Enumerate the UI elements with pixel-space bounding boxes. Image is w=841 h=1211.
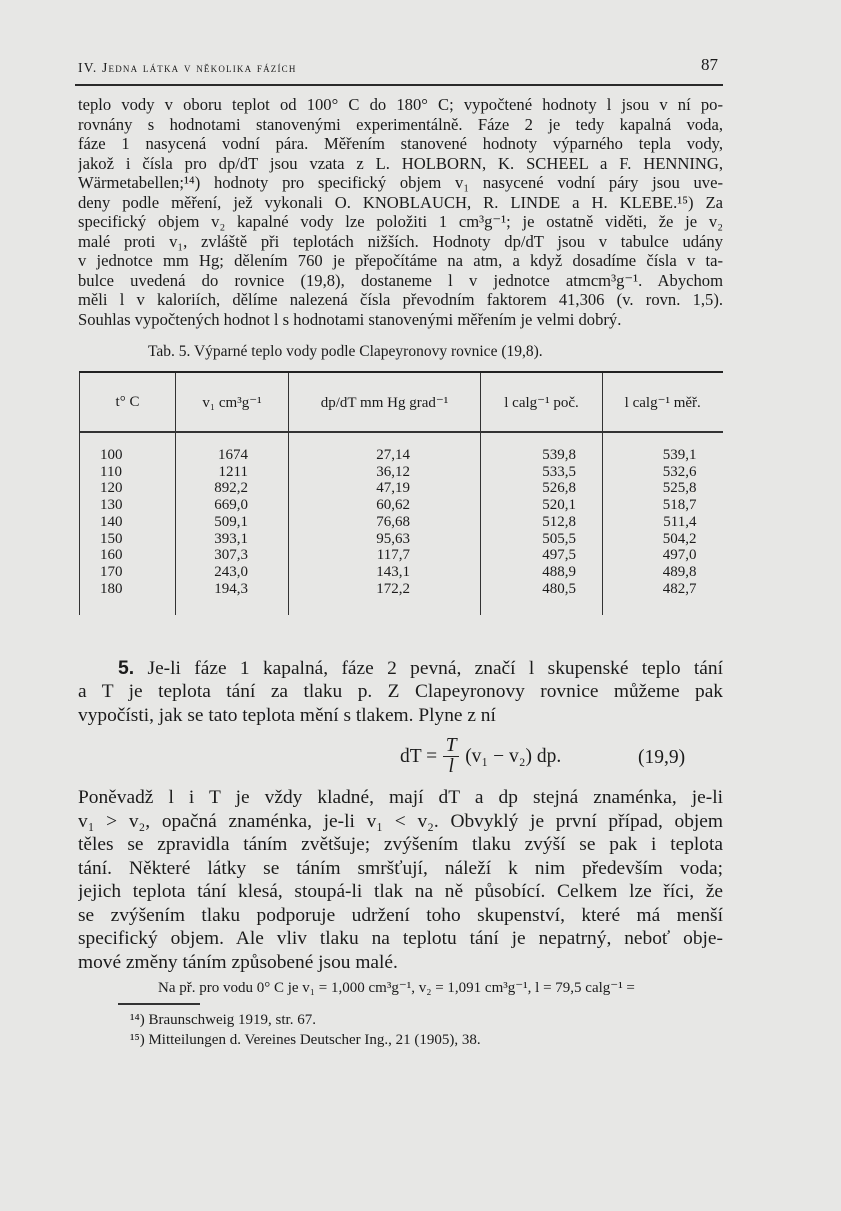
table-cell: 95,63 bbox=[289, 531, 481, 548]
table-row bbox=[80, 581, 723, 616]
column-header: v₁ cm³g⁻¹ bbox=[176, 372, 289, 432]
column-header: l calg⁻¹ měř. bbox=[603, 372, 723, 432]
text-line: specifický objem v₂ kapalné vody lze položiti 1 cm³g⁻¹; je ostatně viděti, že je v₂ bbox=[78, 212, 723, 231]
text-line: se zvýšením tlaku podporuje udržení toho skupenství, které má menší bbox=[78, 904, 723, 926]
header-rule bbox=[75, 84, 723, 86]
table-cell: 1674 bbox=[176, 432, 289, 464]
text-line: deny podle měření, jež vykonali O. KNOBLAUCH, R. LINDE a H. KLEBE.¹⁵) Za bbox=[78, 192, 723, 212]
table-cell: 497,0 bbox=[603, 547, 723, 564]
running-header: IV. Jedna látka v několika fázích bbox=[78, 60, 297, 75]
section-number: 5. bbox=[118, 657, 135, 679]
equation-denominator: l bbox=[448, 756, 454, 778]
text-line: teplo vody v oboru teplot od 100° C do 180° C; vypočtené hodnoty l jsou v ní po- bbox=[78, 95, 723, 114]
table-header-row bbox=[80, 372, 723, 432]
line-text: Je-li fáze 1 kapalná, fáze 2 pevná, značí l skupenské teplo tání bbox=[147, 658, 723, 679]
table-cell: 180 bbox=[80, 581, 176, 616]
table-row bbox=[80, 464, 723, 481]
text-line: rovnány s hodnotami stanovenými experimentálně. Fáze 2 je tedy kapalná voda, bbox=[78, 114, 723, 134]
table-cell: 47,19 bbox=[289, 480, 481, 497]
table-cell: 140 bbox=[80, 514, 176, 531]
table-cell: 307,3 bbox=[176, 547, 289, 564]
text-line bbox=[78, 656, 723, 680]
table-cell: 497,5 bbox=[481, 547, 603, 564]
column-header: t° C bbox=[80, 372, 176, 432]
table-cell: 525,8 bbox=[603, 480, 723, 497]
table-cell: 480,5 bbox=[481, 581, 603, 616]
table-cell: 489,8 bbox=[603, 564, 723, 581]
table-cell: 532,6 bbox=[603, 464, 723, 481]
table-row bbox=[80, 432, 723, 464]
table-cell: 76,68 bbox=[289, 514, 481, 531]
table-cell: 509,1 bbox=[176, 514, 289, 531]
table-cell: 518,7 bbox=[603, 497, 723, 514]
text-line: Souhlas vypočtených hodnot l s hodnotami stanovenými měřením je velmi dobrý. bbox=[78, 309, 622, 329]
text-line: Wärmetabellen;¹⁴) hodnoty pro specifický objem v₁ nasycené vodní páry jsou uve- bbox=[78, 173, 723, 192]
table-cell: 539,8 bbox=[481, 432, 603, 464]
text-line: těles se zpravidla táním zvětšuje; zvýšením tlaku zvýší se pak i teplota bbox=[78, 834, 723, 855]
table-cell: 533,5 bbox=[481, 464, 603, 481]
table-cell: 393,1 bbox=[176, 531, 289, 548]
page-number: 87 bbox=[701, 55, 718, 74]
text-line: tání. Některé látky se táním smršťují, náleží k nim především voda; bbox=[78, 857, 723, 879]
column-header: dp/dT mm Hg grad⁻¹ bbox=[289, 372, 481, 432]
table-cell: 130 bbox=[80, 497, 176, 514]
table-cell: 511,4 bbox=[603, 514, 723, 531]
table-row bbox=[80, 514, 723, 531]
table-row bbox=[80, 497, 723, 514]
text-line: měli l v kaloriích, dělíme nalezená čísla převodním faktorem 41,306 (v. rovn. 1,5). bbox=[78, 290, 723, 309]
footnote-15: ¹⁵) Mitteilungen d. Vereines Deutscher Ing., 21 (1905), 38. bbox=[130, 1032, 481, 1048]
equation bbox=[400, 736, 561, 777]
paragraph-2 bbox=[78, 786, 723, 974]
table-row bbox=[80, 480, 723, 497]
column-header: l calg⁻¹ poč. bbox=[481, 372, 603, 432]
section-5-paragraph bbox=[78, 656, 723, 728]
equation-number: (19,9) bbox=[638, 747, 686, 768]
equation-fraction bbox=[443, 736, 459, 777]
small-print-note: Na př. pro vodu 0° C je v₁ = 1,000 cm³g⁻¹, v₂ = 1,091 cm³g⁻¹, l = 79,5 calg⁻¹ = bbox=[158, 980, 635, 996]
table-cell: 194,3 bbox=[176, 581, 289, 616]
table-cell: 160 bbox=[80, 547, 176, 564]
table-row bbox=[80, 531, 723, 548]
text-line: malé proti v₁, zvláště při teplotách nižších. Hodnoty dp/dT jsou v tabulce udány bbox=[78, 231, 723, 251]
table-cell: 100 bbox=[80, 432, 176, 464]
equation-rhs: (v₁ − v₂) dp. bbox=[465, 745, 562, 767]
table-cell: 27,14 bbox=[289, 432, 481, 464]
text-line: specifický objem. Ale vliv tlaku na teplotu tání je nepatrný, neboť obje- bbox=[78, 928, 723, 949]
table-cell: 669,0 bbox=[176, 497, 289, 514]
table-cell: 117,7 bbox=[289, 547, 481, 564]
table-caption: Tab. 5. Výparné teplo vody podle Clapeyronovy rovnice (19,8). bbox=[148, 343, 543, 360]
table-cell: 892,2 bbox=[176, 480, 289, 497]
data-table bbox=[79, 371, 723, 615]
text-line: Poněvadž l i T je vždy kladné, mají dT a dp stejná znaménka, je-li bbox=[78, 787, 723, 808]
table-cell: 170 bbox=[80, 564, 176, 581]
table-cell: 512,8 bbox=[481, 514, 603, 531]
table-cell: 143,1 bbox=[289, 564, 481, 581]
text-line: v₁ > v₂, opačná znaménka, je-li v₁ < v₂. Obvyklý je první případ, objem bbox=[78, 810, 723, 832]
text-line: jakož i čísla pro dp/dT jsou vzata z L. HOLBORN, K. SCHEEL a F. HENNING, bbox=[78, 153, 723, 173]
table-row bbox=[80, 564, 723, 581]
table-row bbox=[80, 547, 723, 564]
paragraph-1 bbox=[78, 95, 723, 329]
text-line: vypočísti, jak se tato teplota mění s tlakem. Plyne z ní bbox=[78, 705, 496, 726]
text-line: bulce uvedená do rovnice (19,8), dostaneme l v jednotce atmcm³g⁻¹. Abychom bbox=[78, 270, 723, 290]
text-line: jejich teplota tání klesá, stoupá-li tlak na ně působící. Celkem lze říci, že bbox=[78, 881, 723, 902]
table-cell: 488,9 bbox=[481, 564, 603, 581]
table-cell: 243,0 bbox=[176, 564, 289, 581]
table-cell: 172,2 bbox=[289, 581, 481, 616]
text-line: mové změny táním způsobené jsou malé. bbox=[78, 951, 398, 973]
table-cell: 110 bbox=[80, 464, 176, 481]
text-line: v jednotce mm Hg; dělením 760 je přepočítáme na atm, a když dosadíme čísla v ta- bbox=[78, 251, 723, 270]
text-line: a T je teplota tání za tlaku p. Z Clapeyronovy rovnice můžeme pak bbox=[78, 681, 723, 702]
footnote-rule bbox=[118, 1003, 200, 1005]
table-cell: 526,8 bbox=[481, 480, 603, 497]
footnote-14: ¹⁴) Braunschweig 1919, str. 67. bbox=[130, 1012, 316, 1028]
table-cell: 520,1 bbox=[481, 497, 603, 514]
table-cell: 120 bbox=[80, 480, 176, 497]
equation-numerator: T bbox=[445, 735, 457, 756]
table-cell: 482,7 bbox=[603, 581, 723, 616]
table-cell: 504,2 bbox=[603, 531, 723, 548]
table-cell: 60,62 bbox=[289, 497, 481, 514]
table-cell: 150 bbox=[80, 531, 176, 548]
equation-lhs: dT = bbox=[400, 745, 438, 767]
table-cell: 36,12 bbox=[289, 464, 481, 481]
table-cell: 505,5 bbox=[481, 531, 603, 548]
text-line: fáze 1 nasycená vodní pára. Měřením stanovené hodnoty výparného tepla vody, bbox=[78, 134, 723, 153]
table-cell: 539,1 bbox=[603, 432, 723, 464]
table-cell: 1211 bbox=[176, 464, 289, 481]
